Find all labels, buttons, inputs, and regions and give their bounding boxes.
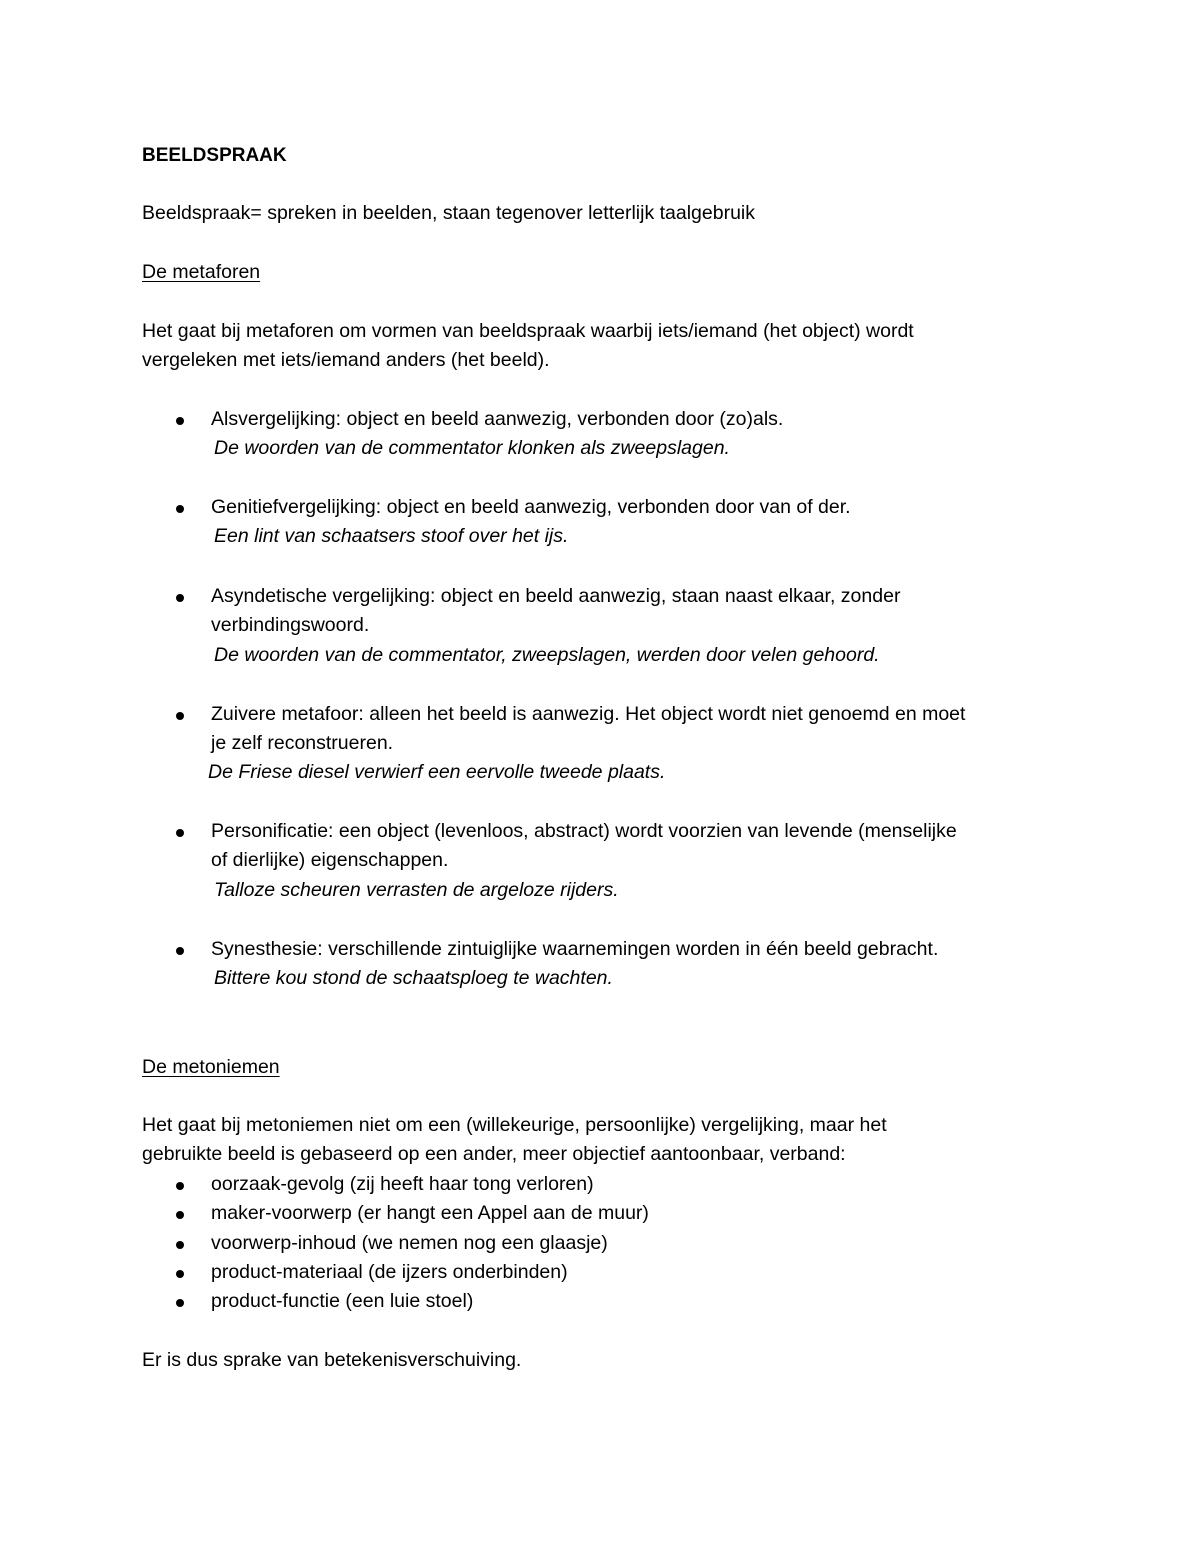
bullet-icon: [176, 947, 184, 955]
metafoor-example-1: De woorden van de commentator klonken als zweepslagen.: [214, 437, 730, 459]
metafoor-item-4-line-2: je zelf reconstrueren.: [211, 732, 394, 754]
metafoor-example-3: De woorden van de commentator, zweepslagen, werden door velen gehoord.: [214, 644, 880, 666]
metoniem-item-3: voorwerp-inhoud (we nemen nog een glaasje): [211, 1232, 608, 1254]
bullet-icon: [176, 1270, 184, 1278]
metaforen-intro-line-2: vergeleken met iets/iemand anders (het beeld).: [142, 349, 550, 371]
metafoor-example-5: Talloze scheuren verrasten de argeloze rijders.: [214, 879, 619, 901]
metafoor-item-1: Alsvergelijking: object en beeld aanwezig, verbonden door (zo)als.: [211, 408, 784, 430]
metafoor-item-5-line-2: of dierlijke) eigenschappen.: [211, 849, 449, 871]
metafoor-item-5-line-1: Personificatie: een object (levenloos, abstract) wordt voorzien van levende (menselijke: [211, 820, 957, 842]
metafoor-item-3-line-2: verbindingswoord.: [211, 614, 370, 636]
metoniemen-intro-line-1: Het gaat bij metoniemen niet om een (willekeurige, persoonlijke) vergelijking, maar het: [142, 1114, 887, 1136]
metafoor-example-6: Bittere kou stond de schaatsploeg te wachten.: [214, 967, 613, 989]
bullet-icon: [176, 1299, 184, 1307]
metafoor-example-2: Een lint van schaatsers stoof over het ijs.: [214, 525, 569, 547]
bullet-icon: [176, 505, 184, 513]
metaforen-intro-line-1: Het gaat bij metaforen om vormen van beeldspraak waarbij iets/iemand (het object) wordt: [142, 320, 914, 342]
section-heading-metoniemen: De metoniemen: [142, 1056, 280, 1078]
metoniem-item-5: product-functie (een luie stoel): [211, 1290, 474, 1312]
metoniem-item-4: product-materiaal (de ijzers onderbinden): [211, 1261, 568, 1283]
conclusion-text: Er is dus sprake van betekenisverschuiving.: [142, 1349, 522, 1371]
bullet-icon: [176, 1241, 184, 1249]
bullet-icon: [176, 829, 184, 837]
document-title: BEELDSPRAAK: [142, 145, 287, 166]
bullet-icon: [176, 712, 184, 720]
metafoor-example-4: De Friese diesel verwierf een eervolle tweede plaats.: [208, 761, 666, 783]
definition-text: Beeldspraak= spreken in beelden, staan tegenover letterlijk taalgebruik: [142, 202, 756, 224]
metoniem-item-2: maker-voorwerp (er hangt een Appel aan de muur): [211, 1202, 649, 1224]
metoniem-item-1: oorzaak-gevolg (zij heeft haar tong verloren): [211, 1173, 594, 1195]
section-heading-metaforen: De metaforen: [142, 261, 261, 283]
bullet-icon: [176, 594, 184, 602]
metoniemen-intro-line-2: gebruikte beeld is gebaseerd op een ander, meer objectief aantoonbaar, verband:: [142, 1143, 846, 1165]
metafoor-item-6: Synesthesie: verschillende zintuiglijke waarnemingen worden in één beeld gebracht.: [211, 938, 939, 960]
metafoor-item-4-line-1: Zuivere metafoor: alleen het beeld is aanwezig. Het object wordt niet genoemd en moet: [211, 703, 966, 725]
bullet-icon: [176, 1182, 184, 1190]
bullet-icon: [176, 417, 184, 425]
bullet-icon: [176, 1211, 184, 1219]
metafoor-item-2: Genitiefvergelijking: object en beeld aanwezig, verbonden door van of der.: [211, 496, 851, 518]
metafoor-item-3-line-1: Asyndetische vergelijking: object en beeld aanwezig, staan naast elkaar, zonder: [211, 585, 901, 607]
